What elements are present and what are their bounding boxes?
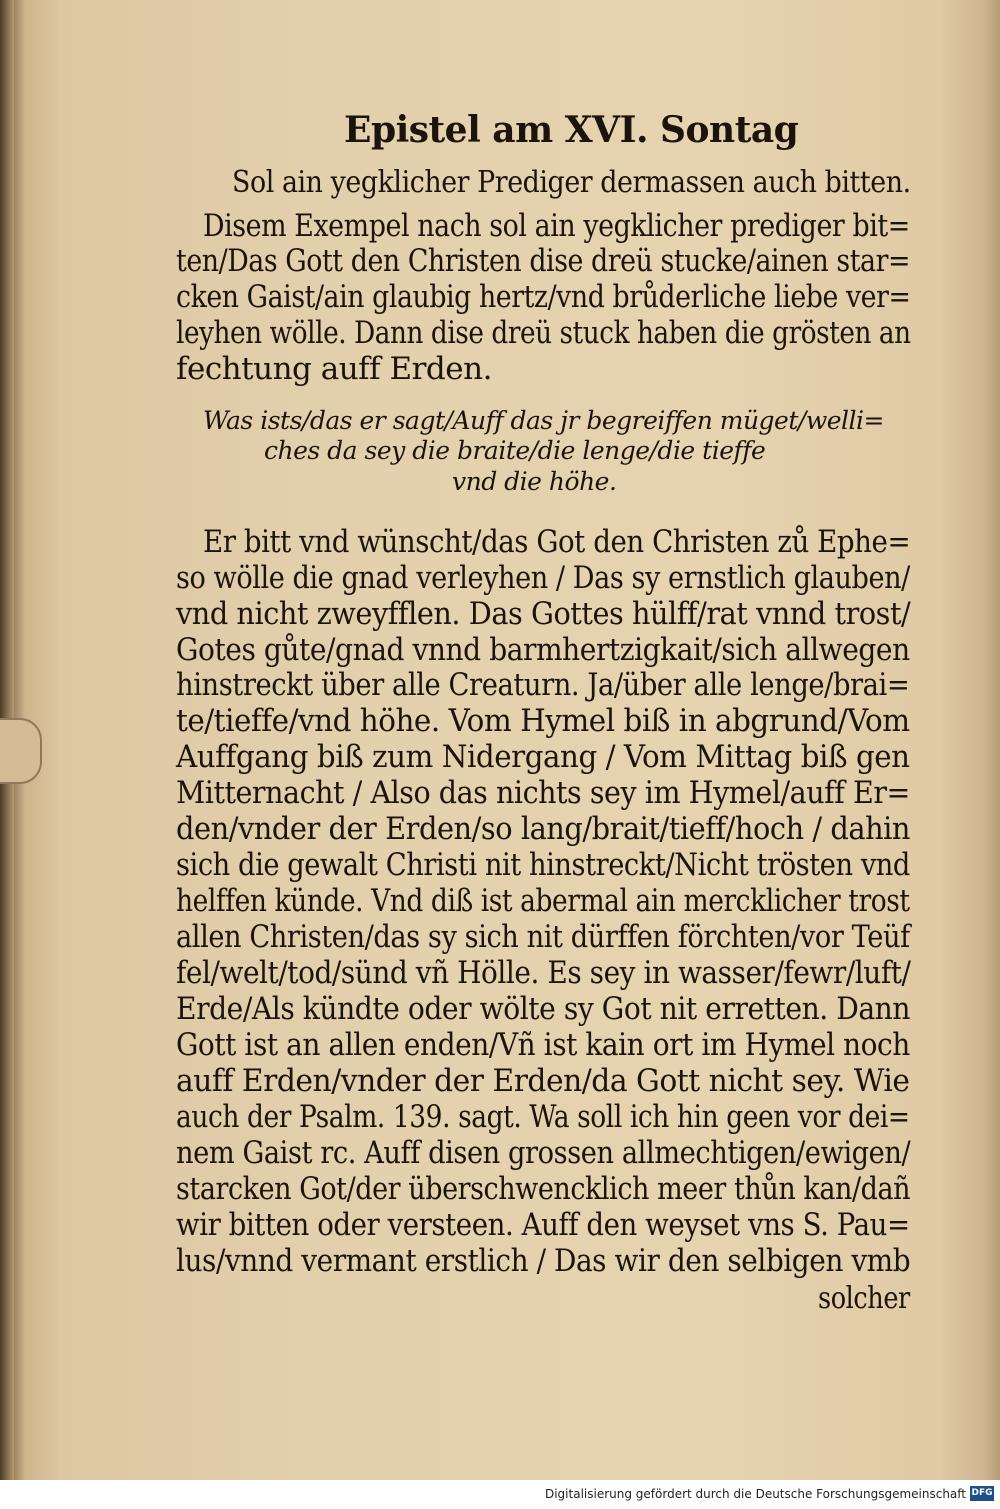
summary-line: Was ists/das er sagt/Auff das jr begreiffen müget/welli= bbox=[203, 406, 884, 435]
paragraph-2-line: te/tieffe/vnd höhe. Vom Hymel biß in abgrund/Vom bbox=[176, 703, 910, 739]
paragraph-2-line: Gotes gůte/gnad vnnd barmhertzigkait/sich allwegen bbox=[176, 632, 910, 668]
footer-credit: Digitalisierung gefördert durch die Deutsche Forschungsgemeinschaft bbox=[544, 1487, 966, 1501]
paragraph-2-line: so wölle die gnad verleyhen / Das sy ernstlich glauben/ bbox=[176, 560, 910, 596]
paragraph-2-line: allen Christen/das sy sich nit dürffen förchten/vor Teüf bbox=[176, 919, 910, 955]
paragraph-2-line: helffen künde. Vnd diß ist abermal ain mercklicher trost bbox=[176, 883, 910, 919]
paragraph-2-line: auch der Psalm. 139. sagt. Wa soll ich hin geen vor dei= bbox=[176, 1099, 910, 1135]
paragraph-2-line: Mitternacht / Also das nichts sey im Hymel/auff Er= bbox=[176, 775, 911, 811]
paragraph-2-line: nem Gaist rc. Auff disen grossen allmechtigen/ewigen/ bbox=[176, 1135, 911, 1171]
summary-line: vnd die höhe. bbox=[452, 467, 617, 496]
paragraph-1-line: fechtung auff Erden. bbox=[176, 351, 492, 387]
paragraph-2-line: den/vnder der Erden/so lang/brait/tieff/hoch / dahin bbox=[176, 811, 911, 847]
paragraph-1-line: cken Gaist/ain glaubig hertz/vnd brůderliche liebe ver= bbox=[176, 279, 911, 315]
paragraph-2-line: Erde/Als kündte oder wölte sy Got nit erretten. Dann bbox=[176, 991, 911, 1027]
paragraph-2-line: auff Erden/vnder der Erden/da Gott nicht sey. Wie bbox=[176, 1063, 910, 1099]
paragraph-2-line: Auffgang biß zum Nidergang / Vom Mittag biß gen bbox=[176, 739, 910, 775]
paragraph-2-line: starcken Got/der überschwencklich meer thůn kan/dañ bbox=[176, 1171, 911, 1207]
dfg-logo: DFG bbox=[970, 1486, 994, 1501]
page-heading: Epistel am XVI. Sontag bbox=[344, 109, 799, 151]
page-subheading: Sol ain yegklicher Prediger dermassen auch bitten. bbox=[232, 165, 911, 200]
paragraph-2-line: Gott ist an allen enden/Vñ ist kain ort im Hymel noch bbox=[176, 1027, 910, 1063]
paragraph-2-line: Er bitt vnd wünscht/das Got den Christen zů Ephe= bbox=[203, 524, 911, 560]
page-tab-marker bbox=[0, 718, 42, 784]
paragraph-2-line: lus/vnnd vermant erstlich / Das wir den selbigen vmb bbox=[176, 1243, 911, 1279]
paragraph-2-line: sich die gewalt Christi nit hinstreckt/Nicht trösten vnd bbox=[176, 847, 910, 883]
paragraph-2-line: wir bitten oder versteen. Auff den weyset vns S. Pau= bbox=[176, 1207, 910, 1243]
paragraph-1-line: leyhen wölle. Dann dise dreü stuck haben die grösten an bbox=[176, 315, 911, 351]
paragraph-2-line: vnd nicht zweyfflen. Das Gottes hülff/rat vnnd trost/ bbox=[176, 596, 911, 632]
footer-bar bbox=[0, 1480, 1000, 1509]
summary-line: ches da sey die braite/die lenge/die tieffe bbox=[264, 436, 766, 465]
paragraph-2-line: fel/welt/tod/sünd vñ Hölle. Es sey in wasser/fewr/luft/ bbox=[176, 955, 911, 991]
paragraph-2-line: hinstreckt über alle Creaturn. Ja/über alle lenge/brai= bbox=[176, 667, 910, 703]
paragraph-1-line: Disem Exempel nach sol ain yegklicher prediger bit= bbox=[203, 208, 910, 244]
catchword: solcher bbox=[818, 1281, 910, 1316]
paragraph-1-line: ten/Das Gott den Christen dise dreü stucke/ainen star= bbox=[176, 243, 911, 279]
